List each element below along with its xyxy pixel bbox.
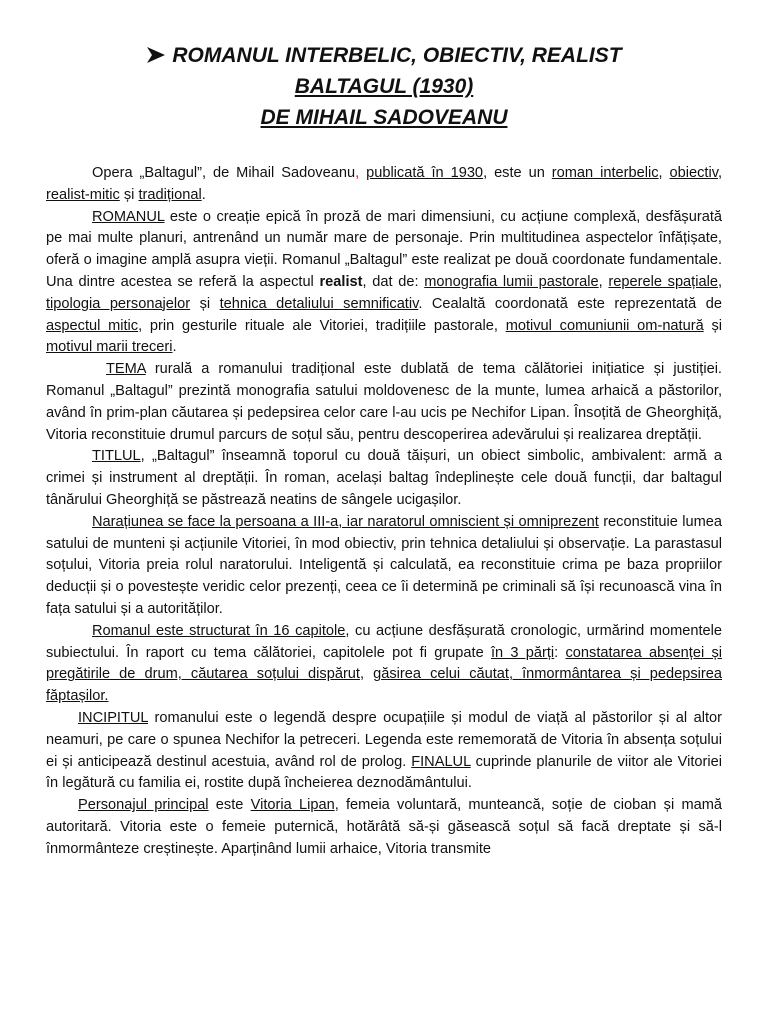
paragraph-3: TEMA rurală a romanului tradițional este dublată de tema călătoriei inițiatice și justiției. Romanul „Baltagul” prezintă monografia satului moldovenesc de la munte, lumea arhaică a păstorilor, având în prim-plan căutarea și pedepsirea celor care l-au ucis pe Nechifor Lipan. Însoțită de Gheorghiță, Vitoria reconstituie drumul parcurs de soțul său, pentru descoperirea adevărului și realizarea dreptății. xyxy=(46,361,722,443)
red-comma: , xyxy=(355,165,360,181)
document-body xyxy=(46,163,722,861)
title-line-1: ROMANUL INTERBELIC, OBIECTIV, REALIST xyxy=(46,40,722,71)
title-line-3: DE MIHAIL SADOVEANU xyxy=(260,106,508,129)
arrow-bullet-icon xyxy=(146,40,166,71)
title-block xyxy=(46,40,722,133)
paragraph-8: Personajul principal este Vitoria Lipan, femeia voluntară, munteancă, soție de cioban și mamă autoritară. Vitoria este o femeie puternică, hotărâtă să-și găsească soțul să facă dreptate și să-l înmormânteze creștinește. Aparținând lumii arhaice, Vitoria transmite xyxy=(46,797,722,857)
paragraph-7: INCIPITUL romanului este o legendă despre ocupațiile și modul de viață al păstorilor și al altor neamuri, pe care o spunea Nechifor la petreceri. Legenda este rememorată de Vitoria în absența soțului ei și anticipează destinul acestuia, având rol de prolog. FINALUL cuprinde planurile de viitor ale Vitoriei în legătură cu familia ei, rostite după încheierea deznodământului. xyxy=(46,709,722,792)
title-line-2: BALTAGUL (1930) xyxy=(294,75,474,98)
paragraph-6: Romanul este structurat în 16 capitole, cu acțiune desfășurată cronologic, urmărind momentele subiectului. În raport cu tema călătoriei, capitolele pot fi grupate în 3 părți: constatarea absenței și pregătirile de drum, căutarea soțului dispărut, găsirea celui căutat, înmormântarea și pedepsirea făptașilor. xyxy=(46,622,723,705)
document-page xyxy=(46,40,722,861)
paragraph-5: Narațiunea se face la persoana a III-a, iar naratorul omniscient și omniprezent reconstituie lumea satului de munteni și acțiunile Vitoriei, în mod obiectiv, prin tehnica detaliului și observație. La parastasul soțului, Vitoria preia rolul naratorului. Inteligentă și calculată, ea reconstituie crima pe baza propriilor deducții și o povestește veridic celor prezenți, ceea ce îi determină pe criminali să își recunoască vina în fața satului și a autorităților. xyxy=(46,513,722,617)
paragraph-2: ROMANUL este o creație epică în proză de mari dimensiuni, cu acțiune complexă, desfășurată pe mai multe planuri, antrenând un număr mare de personaje. Prin multitudinea aspectelor înfățișate, oferă o imagine amplă asupra vieții. Romanul „Baltagul” este realizat pe două coordonate fundamentale. Una dintre acestea se referă la aspectul realist, dat de: monografia lumii pastorale, reperele spațiale, tipologia personajelor și tehnica detaliului semnificativ. Cealaltă coordonată este reprezentată de aspectul mitic, prin gesturile rituale ale Vitoriei, tradițiile pastorale, motivul comuniunii om-natură și motivul marii treceri. xyxy=(46,208,723,356)
paragraph-1: Opera „Baltagul”, de Mihail Sadoveanu, publicată în 1930, este un roman interbelic, obiectiv, realist-mitic și tradițional. xyxy=(46,165,723,203)
paragraph-4: TITLUL, „Baltagul” înseamnă toporul cu două tăișuri, un obiect simbolic, ambivalent: armă a crimei și instrument al dreptății. În roman, același baltag îndeplinește cele două funcții, dar baltagul tânărului Gheorghiță se păstrează neatins de sângele ucigașilor. xyxy=(46,448,722,508)
